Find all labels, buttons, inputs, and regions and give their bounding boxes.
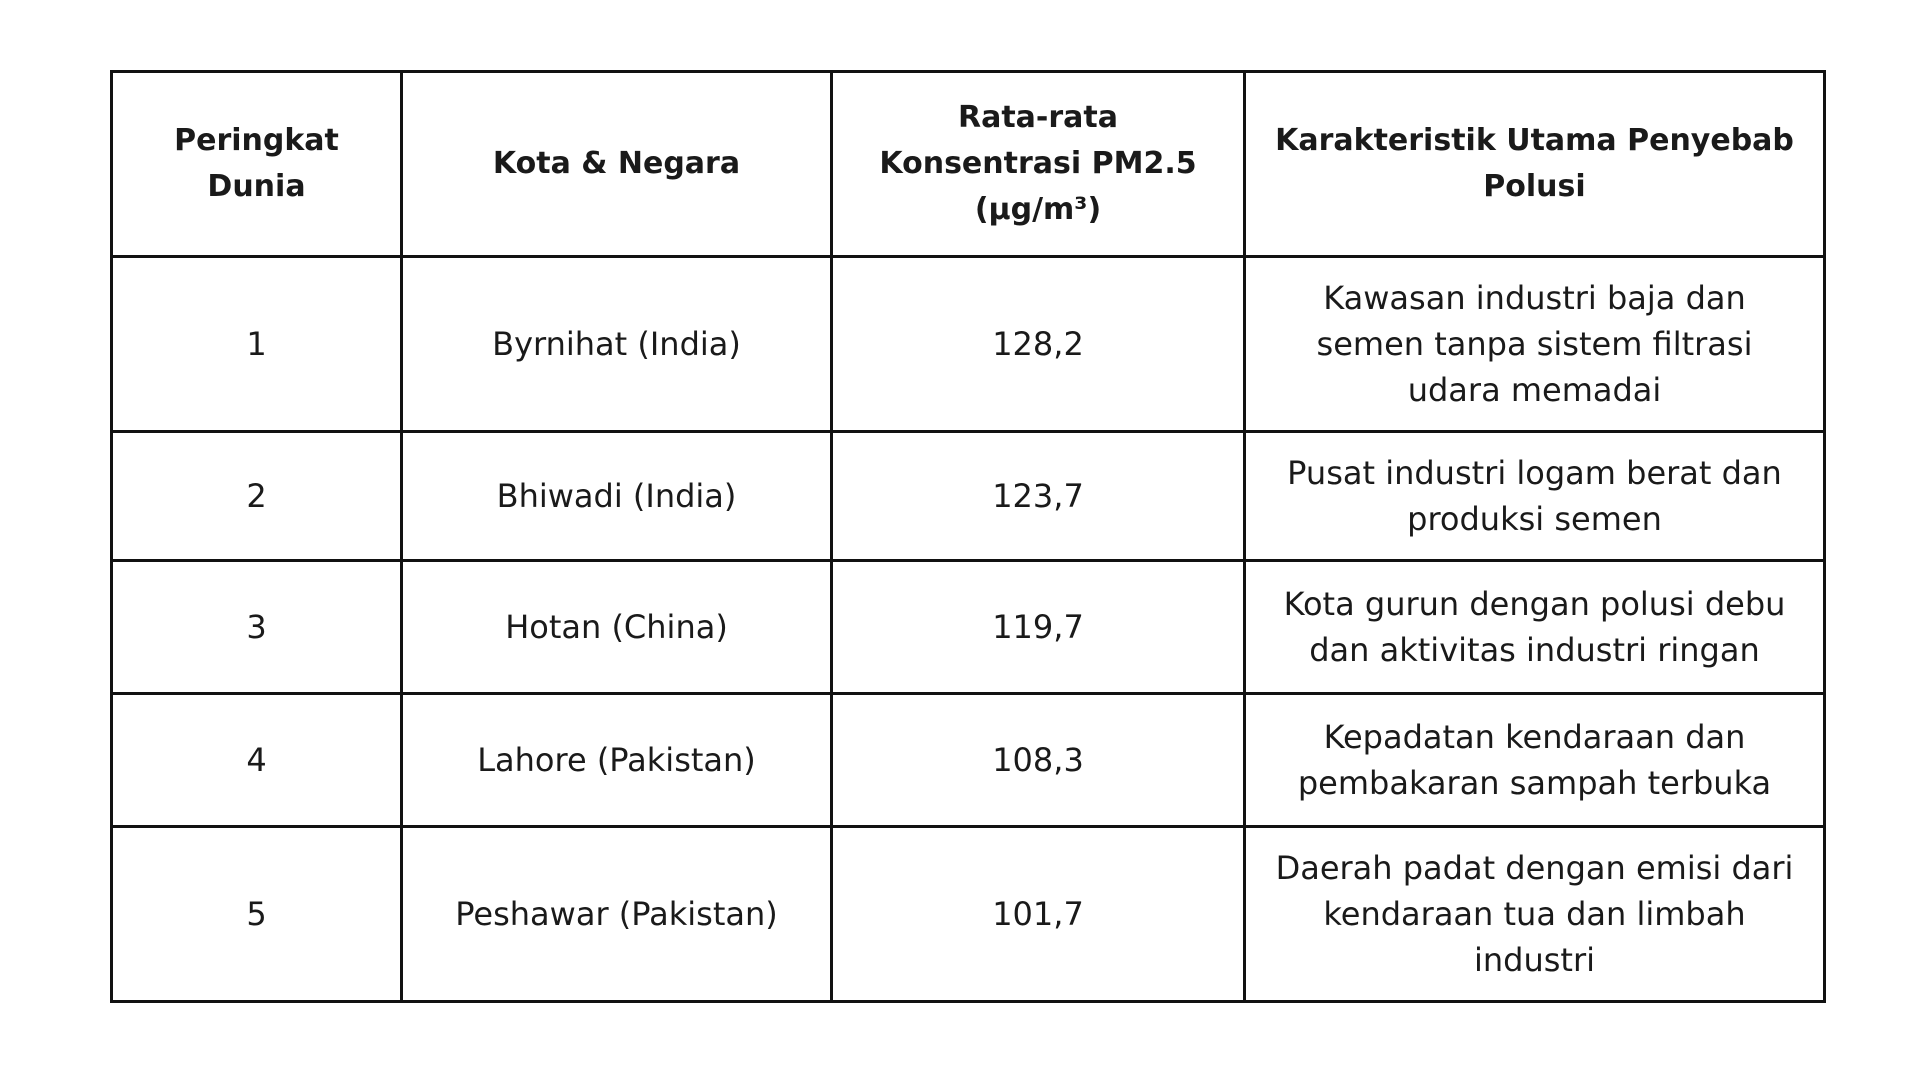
table-row	[112, 694, 1825, 827]
cell-pm25: 108,3	[832, 694, 1245, 827]
cell-rank: 2	[112, 432, 402, 561]
cell-city: Bhiwadi (India)	[402, 432, 832, 561]
cell-rank: 4	[112, 694, 402, 827]
table-row	[112, 432, 1825, 561]
cell-pm25: 128,2	[832, 257, 1245, 432]
table-header-row	[112, 72, 1825, 257]
pollution-ranking-table-container	[110, 70, 1823, 1003]
header-cause: Karakteristik Utama Penyebab Polusi	[1245, 72, 1825, 257]
cell-cause: Daerah padat dengan emisi dari kendaraan tua dan limbah industri	[1245, 827, 1825, 1002]
cell-cause: Kepadatan kendaraan dan pembakaran sampah terbuka	[1245, 694, 1825, 827]
cell-city: Hotan (China)	[402, 561, 832, 694]
cell-rank: 1	[112, 257, 402, 432]
cell-city: Lahore (Pakistan)	[402, 694, 832, 827]
cell-city: Peshawar (Pakistan)	[402, 827, 832, 1002]
header-city: Kota & Negara	[402, 72, 832, 257]
header-pm25: Rata-rata Konsentrasi PM2.5 (µg/m³)	[832, 72, 1245, 257]
cell-city: Byrnihat (India)	[402, 257, 832, 432]
cell-cause: Kota gurun dengan polusi debu dan aktivitas industri ringan	[1245, 561, 1825, 694]
cell-cause: Kawasan industri baja dan semen tanpa sistem filtrasi udara memadai	[1245, 257, 1825, 432]
table-row	[112, 257, 1825, 432]
cell-cause: Pusat industri logam berat dan produksi semen	[1245, 432, 1825, 561]
cell-rank: 3	[112, 561, 402, 694]
pollution-ranking-table	[110, 70, 1826, 1003]
table-row	[112, 561, 1825, 694]
header-rank: Peringkat Dunia	[112, 72, 402, 257]
cell-rank: 5	[112, 827, 402, 1002]
cell-pm25: 101,7	[832, 827, 1245, 1002]
cell-pm25: 119,7	[832, 561, 1245, 694]
cell-pm25: 123,7	[832, 432, 1245, 561]
table-row	[112, 827, 1825, 1002]
